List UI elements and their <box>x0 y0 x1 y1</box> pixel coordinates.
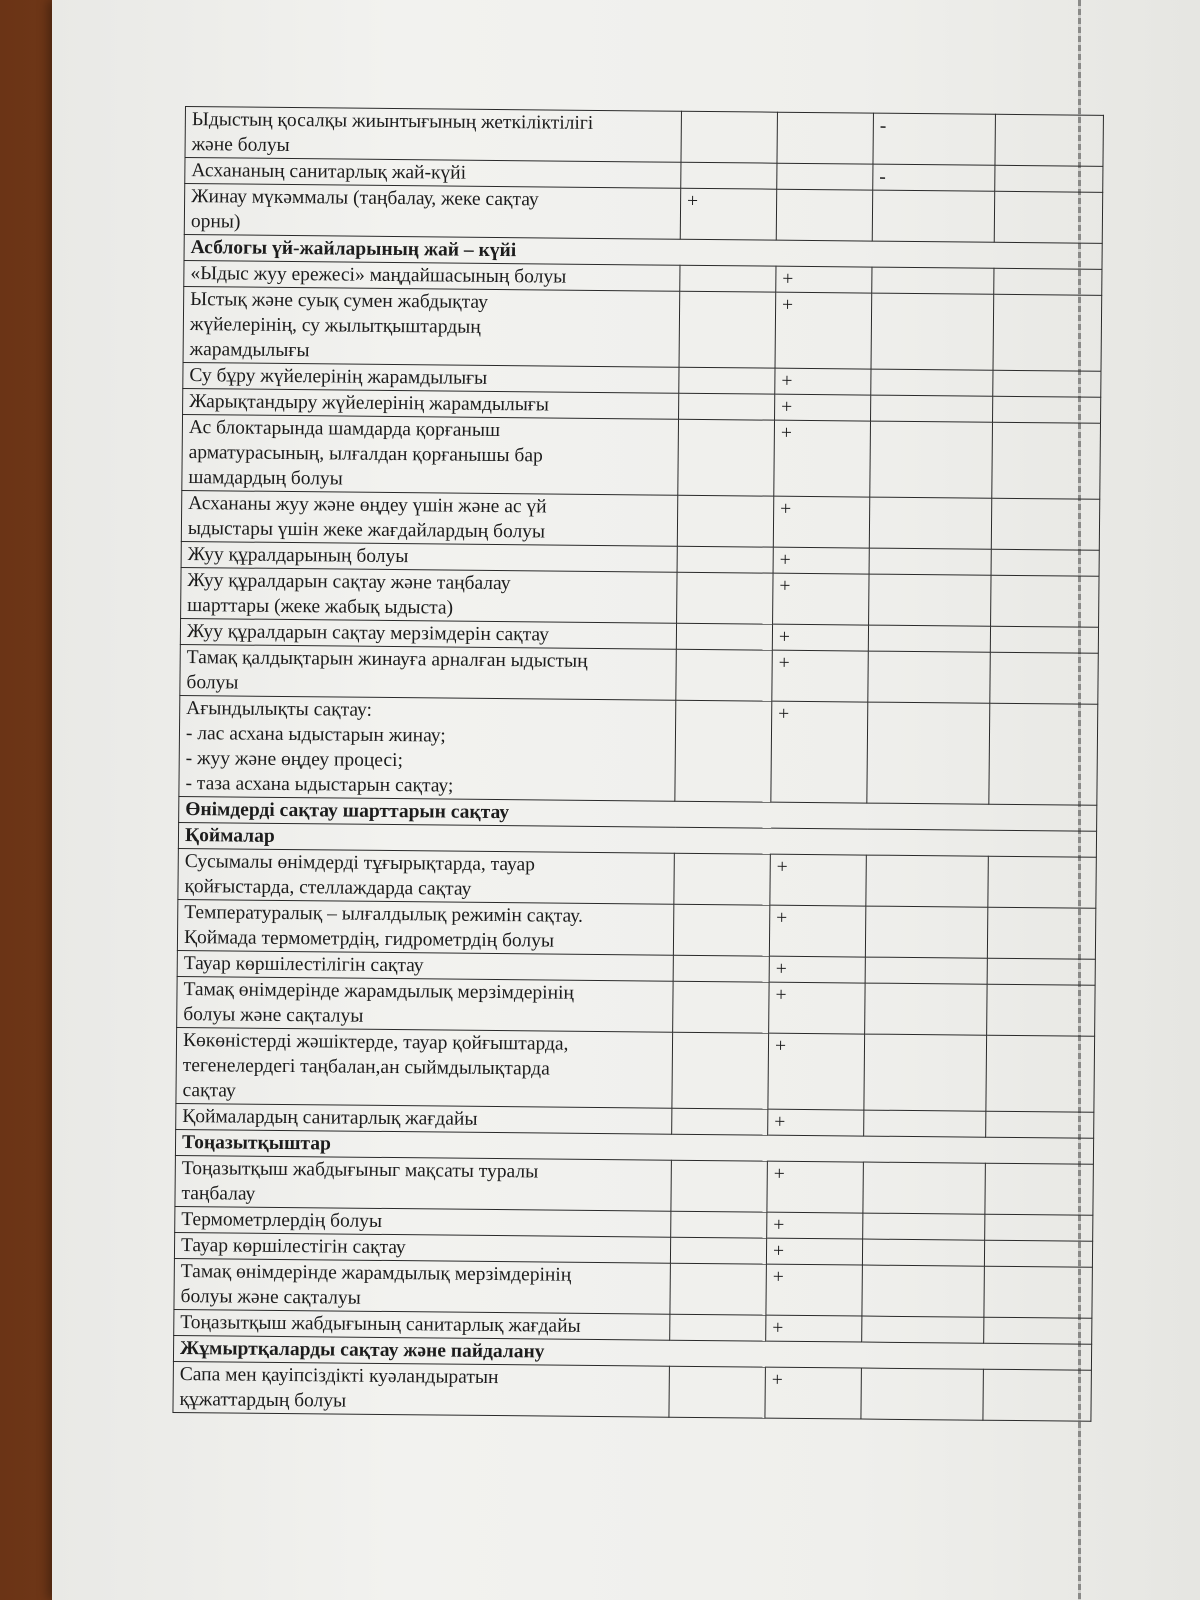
mark-cell-2: + <box>768 1033 865 1110</box>
mark-cell-3 <box>872 190 994 242</box>
mark-cell-4 <box>985 1163 1093 1215</box>
criterion-text-line: Асхананы жуу және өңдеу үшін және ас үй <box>188 493 547 518</box>
mark-cell-1 <box>681 162 777 189</box>
mark-cell-3 <box>869 548 991 575</box>
criterion-text-line: - таза асхана ыдыстарын сақтау; <box>185 773 454 797</box>
mark-cell-3 <box>862 1265 984 1317</box>
mark-cell-2: + <box>775 394 871 421</box>
mark-cell-4 <box>983 1369 1091 1421</box>
mark-cell-4 <box>995 114 1103 166</box>
criterion-cell <box>183 362 679 393</box>
criterion-text-line: Жуу құралдарын сақтау мерзімдерін сақтау <box>186 621 549 646</box>
criterion-text-line: Сусымалы өнімдерді тұғырықтарда, тауар <box>184 851 536 876</box>
criterion-text-line: қойғыстарда, стеллаждарда сақтау <box>184 876 472 900</box>
criterion-text-line: сақтау <box>182 1080 236 1102</box>
criterion-cell <box>184 260 680 291</box>
criterion-cell <box>174 1232 670 1263</box>
mark-cell-3 <box>869 574 991 626</box>
mark-cell-3 <box>872 267 994 294</box>
criterion-cell <box>183 388 679 419</box>
table-row <box>176 1027 1095 1112</box>
mark-cell-2: + <box>767 1212 863 1239</box>
criterion-cell <box>174 1258 670 1314</box>
table-row <box>184 184 1102 244</box>
mark-cell-4 <box>984 1317 1092 1344</box>
mark-cell-2: + <box>775 292 872 369</box>
mark-cell-3: - <box>873 164 995 191</box>
mark-cell-4 <box>990 626 1098 653</box>
criterion-text-line: ыдыстары үшін жеке жағдайлардың болуы <box>187 518 546 543</box>
mark-cell-4 <box>991 575 1099 627</box>
criterion-cell <box>177 976 673 1032</box>
mark-cell-1 <box>679 367 775 394</box>
criterion-text-line: Тамақ қалдықтарын жинауға арналған ыдыстың <box>186 647 588 672</box>
criterion-text-line: Тоңазытқыш жабдығының санитарлық жағдайы <box>180 1312 581 1337</box>
mark-cell-4 <box>993 396 1101 423</box>
mark-cell-3: - <box>873 113 995 165</box>
mark-cell-1 <box>670 1263 766 1315</box>
mark-cell-4 <box>993 294 1102 371</box>
mark-cell-2: + <box>767 1161 863 1213</box>
mark-cell-2 <box>777 163 873 190</box>
criterion-text-line: құжаттардың болуы <box>179 1389 347 1412</box>
criterion-text-line: жарамдылығы <box>189 339 310 362</box>
mark-cell-2 <box>776 189 872 241</box>
table-row <box>183 286 1102 371</box>
mark-cell-1 <box>669 1366 765 1418</box>
criterion-cell <box>177 899 673 955</box>
criterion-text-line: Ас блоктарында шамдарда қорғаныш <box>188 417 501 442</box>
mark-cell-1 <box>679 291 776 368</box>
mark-cell-3 <box>862 1316 984 1343</box>
mark-cell-2: + <box>768 1109 864 1136</box>
table-row <box>174 1258 1092 1318</box>
mark-cell-1 <box>675 700 772 802</box>
mark-cell-2: + <box>765 1367 861 1419</box>
mark-cell-1 <box>673 955 769 982</box>
mark-cell-3 <box>867 702 990 804</box>
mark-cell-4 <box>995 165 1103 192</box>
criterion-text-line: - жуу және өңдеу процесі; <box>185 748 404 772</box>
mark-cell-3 <box>869 497 991 549</box>
mark-cell-1 <box>679 393 775 420</box>
criterion-text-line: Көкөністерді жәшіктерде, тауар қойғыштарда, <box>182 1030 569 1055</box>
criterion-text-line: болуы және сақталуы <box>180 1286 361 1309</box>
criterion-text-line: Асхананың санитарлық жай-күйі <box>191 160 467 184</box>
criterion-text-line: Тамақ өнімдерінде жарамдылық мерзімдерінің <box>183 979 575 1004</box>
mark-cell-2: + <box>773 496 869 548</box>
section-title-line: Жұмыртқаларды сақтау және пайдалану <box>179 1338 545 1363</box>
table-row <box>181 567 1099 627</box>
mark-cell-1 <box>681 111 777 163</box>
mark-cell-2: + <box>774 420 871 497</box>
mark-cell-2 <box>777 112 873 164</box>
mark-cell-1 <box>680 265 776 292</box>
mark-cell-2: + <box>773 547 869 574</box>
criterion-text-line: Тамақ өнімдерінде жарамдылық мерзімдерінің <box>180 1261 572 1286</box>
mark-cell-1 <box>677 572 773 624</box>
criterion-cell <box>182 414 679 495</box>
criterion-text-line: Сапа мен қауіпсіздікті куәландыратын <box>179 1364 499 1389</box>
criterion-cell <box>174 1309 670 1340</box>
mark-cell-4 <box>986 1035 1095 1112</box>
criterion-cell <box>177 950 673 981</box>
mark-cell-4 <box>991 498 1099 550</box>
criterion-cell <box>181 541 677 572</box>
mark-cell-2: + <box>770 854 866 906</box>
checklist-body <box>173 107 1103 1422</box>
mark-cell-2: + <box>766 1238 862 1265</box>
criterion-cell <box>183 286 680 367</box>
table-row <box>181 490 1099 550</box>
criterion-text-line: болуы және сақталуы <box>183 1004 364 1027</box>
criterion-text-line: Термометрлердің болуы <box>181 1209 383 1232</box>
criterion-text-line: - лас асхана ыдыстарын жинау; <box>185 723 446 747</box>
criterion-cell <box>173 1361 669 1417</box>
table-row <box>180 644 1098 704</box>
criterion-text-line: Жуу құралдарының болуы <box>187 544 409 568</box>
criterion-text-line: Қоймалардың санитарлық жағдайы <box>182 1106 478 1130</box>
mark-cell-1 <box>676 623 772 650</box>
mark-cell-2: + <box>776 266 872 293</box>
mark-cell-4 <box>987 907 1095 959</box>
mark-cell-2: + <box>769 956 865 983</box>
table-row <box>182 414 1101 499</box>
mark-cell-3 <box>864 1110 986 1137</box>
mark-cell-2: + <box>772 624 868 651</box>
criterion-text-line: Жарықтандыру жүйелерінің жарамдылығы <box>189 391 550 416</box>
mark-cell-4 <box>987 958 1095 985</box>
criterion-text-line: орны) <box>190 211 241 233</box>
criterion-text-line: Ыдыстың қосалқы жиынтығының жеткіліктілігі <box>191 109 594 134</box>
criterion-cell <box>185 107 681 163</box>
mark-cell-3 <box>866 855 988 907</box>
mark-cell-4 <box>991 549 1099 576</box>
table-row <box>185 107 1103 167</box>
criterion-cell <box>176 1027 673 1108</box>
mark-cell-4 <box>992 422 1101 499</box>
criterion-text-line: Тоңазытқыш жабдығыныг мақсаты туралы <box>181 1158 539 1183</box>
mark-cell-1 <box>677 546 773 573</box>
criterion-cell <box>176 1103 672 1134</box>
criterion-text-line: «Ыдыс жуу ережесі» маңдайшасының болуы <box>190 263 567 288</box>
mark-cell-1 <box>672 1108 768 1135</box>
mark-cell-2: + <box>769 905 865 957</box>
mark-cell-2: + <box>772 650 868 702</box>
mark-cell-4 <box>986 1111 1094 1138</box>
mark-cell-3 <box>870 421 993 498</box>
criterion-cell <box>180 618 676 649</box>
criterion-text-line: шарттары (жеке жабық ыдыста) <box>187 595 454 619</box>
criterion-cell <box>175 1155 671 1211</box>
criterion-text-line: тегенелердегі таңбалан,ан сыймдылықтарда <box>182 1055 550 1080</box>
table-row <box>178 848 1096 908</box>
criterion-text-line: шамдардың болуы <box>188 467 343 490</box>
mark-cell-3 <box>868 651 990 703</box>
mark-cell-3 <box>862 1239 984 1266</box>
mark-cell-3 <box>863 1162 985 1214</box>
mark-cell-1 <box>671 1160 767 1212</box>
mark-cell-3 <box>871 395 993 422</box>
section-title-line: Өнімдерді сақтау шарттарын сақтау <box>185 799 510 824</box>
table-row <box>177 976 1095 1036</box>
section-title-line: Тоңазытқыштар <box>181 1132 331 1155</box>
criterion-text-line: Тауар көршілестілігін сақтау <box>183 953 424 977</box>
mark-cell-1 <box>677 495 773 547</box>
mark-cell-3 <box>865 983 987 1035</box>
inspection-checklist <box>172 106 1103 1422</box>
table-row <box>173 1361 1091 1421</box>
mark-cell-3 <box>871 293 994 370</box>
mark-cell-1 <box>673 981 769 1033</box>
mark-cell-3 <box>868 625 990 652</box>
mark-cell-4 <box>994 268 1102 295</box>
criterion-text-line: Тауар көршілестігін сақтау <box>180 1235 406 1259</box>
table-row <box>179 695 1098 805</box>
criterion-cell <box>179 695 676 801</box>
criterion-text-line: Су бұру жүйелерінің жарамдылығы <box>189 365 488 389</box>
criterion-text-line: жүйелерінің, су жылытқыштардың <box>189 314 481 338</box>
mark-cell-3 <box>864 1034 987 1111</box>
checklist-table <box>172 106 1104 1422</box>
criterion-text-line: Жинау мүкәммалы (таңбалау, жеке сақтау <box>191 186 539 211</box>
mark-cell-4 <box>984 1240 1092 1267</box>
mark-cell-1 <box>673 904 769 956</box>
mark-cell-2: + <box>766 1315 862 1342</box>
criterion-text-line: және болуы <box>191 134 290 157</box>
criterion-cell <box>185 158 681 189</box>
criterion-text-line: болуы <box>186 672 239 694</box>
mark-cell-4 <box>989 703 1098 805</box>
mark-cell-2: + <box>771 701 868 803</box>
table-row <box>177 899 1095 959</box>
mark-cell-3 <box>861 1368 983 1420</box>
criterion-text-line: Қоймада термометрдің, гидрометрдің болуы <box>183 927 555 952</box>
criterion-cell <box>181 490 677 546</box>
mark-cell-4 <box>990 652 1098 704</box>
mark-cell-2: + <box>769 982 865 1034</box>
criterion-cell <box>175 1206 671 1237</box>
mark-cell-4 <box>984 1266 1092 1318</box>
mark-cell-1 <box>676 649 772 701</box>
mark-cell-4 <box>988 856 1096 908</box>
mark-cell-3 <box>863 1213 985 1240</box>
mark-cell-3 <box>871 369 993 396</box>
mark-cell-4 <box>994 191 1102 243</box>
mark-cell-1 <box>670 1237 766 1264</box>
mark-cell-1 <box>672 1032 769 1109</box>
criterion-text-line: Ағындылықты сақтау: <box>186 698 373 721</box>
mark-cell-1 <box>678 419 775 496</box>
criterion-text-line: арматурасының, ылғалдан қорғанышы бар <box>188 442 543 467</box>
criterion-cell <box>178 848 674 904</box>
mark-cell-3 <box>865 906 987 958</box>
mark-cell-3 <box>865 957 987 984</box>
criterion-text-line: Ыстық және суық сумен жабдықтау <box>190 289 488 313</box>
criterion-cell <box>181 567 677 623</box>
mark-cell-2: + <box>766 1264 862 1316</box>
criterion-text-line: Температуралық – ылғалдылық режимін сақтау. <box>184 902 583 927</box>
mark-cell-1 <box>674 853 770 905</box>
mark-cell-1 <box>670 1314 766 1341</box>
mark-cell-2: + <box>775 368 871 395</box>
mark-cell-4 <box>993 370 1101 397</box>
section-title-line: Қоймалар <box>184 825 275 847</box>
mark-cell-1: + <box>680 188 776 240</box>
section-title-line: Асблогы үй-жайларының жай – күйі <box>190 237 517 262</box>
mark-cell-4 <box>987 984 1095 1036</box>
criterion-cell <box>180 644 676 700</box>
criterion-text-line: Жуу құралдарын сақтау және таңбалау <box>187 570 511 595</box>
mark-cell-4 <box>985 1214 1093 1241</box>
criterion-text-line: таңбалау <box>181 1183 256 1205</box>
table-row <box>175 1155 1093 1215</box>
criterion-cell <box>184 184 680 240</box>
mark-cell-1 <box>671 1211 767 1238</box>
mark-cell-2: + <box>773 573 869 625</box>
